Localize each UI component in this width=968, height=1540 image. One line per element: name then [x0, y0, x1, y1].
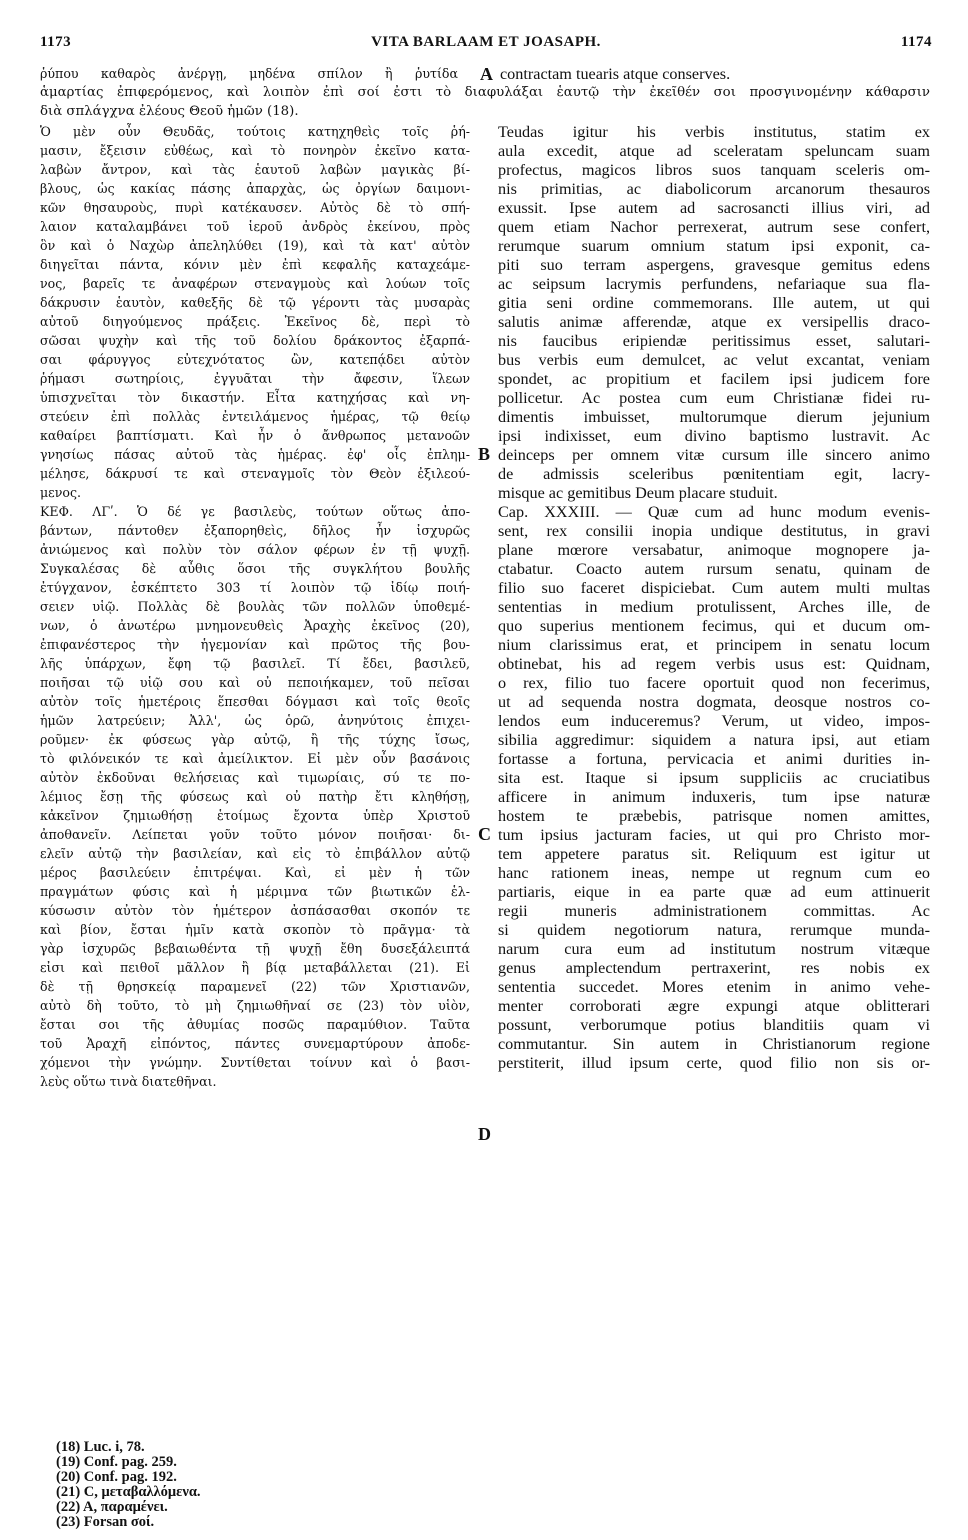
greek-line: ἀνιώμενος καὶ πολὺν τὸν σάλον φέρων ἐν τῇ ψυχῇ. [40, 542, 470, 557]
right-page-number: 1174 [900, 34, 932, 50]
greek-line: λαιον καταλαμβάνει τοῦ ἱεροῦ ἀνδρὸς ἐκείνου, πρὸς [40, 219, 470, 234]
greek-line: αὐτὸν τοῖς ἡμετέροις ἕπεσθαι δόγμασι καὶ τοῖς θεοῖς [40, 694, 470, 709]
latin-line: obtinebat, his ad regem verbis usus est: Quidnam, [498, 655, 930, 673]
latin-line: afficere in animum induxeris, tum ipse naturæ [498, 788, 930, 806]
latin-line: possunt, verborumque potius blanditiis quam vi [498, 1016, 930, 1034]
greek-line: ὃν καὶ ὁ Ναχὼρ ἀπεληλύθει (19), καὶ τὰ κατ' αὐτὸν [40, 238, 470, 253]
latin-line: nis primitias, ac diabolicorum arcanorum thesauros [498, 180, 930, 198]
latin-line: Cap. XXXIII. — Quæ cum ad hunc modum evenis- [498, 503, 930, 521]
greek-line: ἐπιφανέστερος τὴν ἡγεμονίαν καὶ πρῶτος τῆς βου- [40, 637, 470, 652]
latin-line: quem etiam Nachor perrexerat, autrum sese confert, [498, 218, 930, 236]
greek-line: νων, ὁ ἀνωτέρω μνημονευθεὶς Ἀραχὴς ἐκεῖνος (20), [40, 618, 470, 633]
greek-line: ἡμῶν λατρεύειν; Ἀλλ', ὡς ὁρῶ, ἀνηνύτοις ἐπιχει- [40, 713, 470, 728]
greek-line: κἀκεῖνον ζημιωθήσῃ ἑτοίμως ἔχοντα ὑπὲρ Χριστοῦ [40, 808, 470, 823]
section-marker-b: B [478, 444, 491, 464]
greek-line: καὶ βίον, ἔσται ἡμῖν κατὰ σκοπὸν τὸ πρᾶγμα· τὰ [40, 922, 470, 937]
greek-line: δάκρυσιν ἑαυτὸν, καθεξῆς δὲ τῷ γέροντι τὰς μυσαρὰς [40, 295, 470, 310]
greek-line: ἀποθανεῖν. Λείπεται γοῦν τοῦτο μόνον ποιῆσαι· δι- [40, 827, 470, 842]
latin-line: aula excedit, atque ad sceleratam speluncam suam [498, 142, 930, 160]
latin-line: si quidem negotiorum natura, rerumque munda- [498, 921, 930, 939]
latin-line: gitia seni ordine commemorans. Ille autem, ut qui [498, 294, 930, 312]
latin-line: quo superius mentionem fecimus, qui et ducum om- [498, 617, 930, 635]
section-marker-d: D [478, 1124, 491, 1144]
latin-line: profectus, magicos libros suos tanquam sceleris om- [498, 161, 930, 179]
latin-line: commutantur. Sin autem in Christianorum regione [498, 1035, 930, 1053]
latin-line: pollicetur. Ac postea cum eum Christianæ fidei ru- [498, 389, 930, 407]
greek-line: νος, βαρεῖς τε ἀναφέρων στεναγμοὺς καὶ λούων τοῖς [40, 276, 470, 291]
latin-line: partiaris, eique in ea parte quæ ad eum attinuerit [498, 883, 930, 901]
latin-line: ctabatur. Coacto autem rursum senatu, quinam de [498, 560, 930, 578]
greek-line: γνησίως πάσας αὐτοῦ τὰς ἡμέρας. ἐφ' οἷς ἐπλημ- [40, 447, 470, 462]
full-width-line-1: ἁμαρτίας ἐπιφερόμενος, καὶ λοιπὸν ἐπὶ σοί ἐστι τὸ διαφυλάξαι ἑαυτῷ τὴν ἐκεῖθέν σοι προσγινομένην κάθαρσιν [40, 85, 930, 100]
latin-line: fortasse a fortuna, pervicacia et animi durities in- [498, 750, 930, 768]
latin-line: hostem te præbebis, patrisque nomen amittes, [498, 807, 930, 825]
greek-line: μέλησε, δάκρυσί τε καὶ στεναγμοῖς τὸν Θεὸν ἐξιλεού- [40, 466, 470, 481]
latin-line: o rex, filio tuo facere oportuit quod non fecerimus, [498, 674, 930, 692]
latin-line: ac seipsum lacrymis perfundens, nefariaque sua fla- [498, 275, 930, 293]
footnote: (19) Conf. pag. 259. [56, 1454, 177, 1470]
running-title: VITA BARLAAM ET JOASAPH. [371, 34, 601, 50]
latin-line: exussit. Ipse autem ad sacrosancti illius viri, ad [498, 199, 930, 217]
latin-line: sibilia aggredimur: siquidem a natura ipsi, aut etiam [498, 731, 930, 749]
left-page-number: 1173 [40, 34, 72, 50]
greek-line: λαβὼν ἄντρον, καὶ τὰς ἑαυτοῦ λαβὼν μαγικὰς βί- [40, 162, 470, 177]
latin-line: regii muneris administrationem committas. Ac [498, 902, 930, 920]
latin-line: nis faucibus eripiendæ peritissimus esset, salutari- [498, 332, 930, 350]
greek-line: διηγεῖται πάντα, κόνιν μὲν ἐπὶ κεφαλῆς καταχεάμε- [40, 257, 470, 272]
greek-line: τὸ φιλόνεικόν τε καὶ ἀμείλικτον. Εἰ μὲν οὖν βασάνοις [40, 751, 470, 766]
latin-line: piti suo terram aspergens, gravesque gemitus edens [498, 256, 930, 274]
latin-line: hanc rationem ineas, nempe ut regnum cum eo [498, 864, 930, 882]
greek-line: αὐτὸ δὴ τοῦτο, τὸ μὴ ζημιωθῆναί σε (23) τὸν υἱὸν, [40, 998, 470, 1013]
latin-line: deinceps per omnem vitæ cursum ille sincero animo [498, 446, 930, 464]
greek-line: βάντων, πάντοθεν ἐξαπορηθεὶς, δῆλος ἦν ἰσχυρῶς [40, 523, 470, 538]
full-width-line-2: διὰ σπλάγχνα ἐλέους Θεοῦ ἡμῶν (18). [40, 104, 299, 119]
latin-line: menter corroborati ægre expungi atque oblitterari [498, 997, 930, 1015]
greek-line: πραγμάτων φύσις καὶ ἡ μέριμνα τῶν βιωτικῶν ἑλ- [40, 884, 470, 899]
latin-line: spondet, ac propitium et facilem ipsi judicem fore [498, 370, 930, 388]
latin-line: bus verbis eum demulcet, ac velut excantat, veniam [498, 351, 930, 369]
page-header [40, 34, 932, 58]
latin-line: sent, rex consilii inopia undique destitutus, in gravi [498, 522, 930, 540]
footnote: (23) Forsan σοί. [56, 1514, 155, 1530]
greek-line: βλους, ὡς κακίας πάσης ἀπαρχὰς, ὡς ὀργίων δαιμονι- [40, 181, 470, 196]
greek-line: ΚΕΦ. ΛΓʹ. Ὁ δέ γε βασιλεὺς, τούτων οὕτως ἀπο- [40, 504, 470, 519]
latin-line: lendos eum induceremus? Verum, ut video, impos- [498, 712, 930, 730]
greek-line: στεύειν ἐπὶ πολλὰς ἐντειλάμενος ἡμέρας, τῷ θείῳ [40, 409, 470, 424]
latin-line: rerumque suarum omnium statum ipsi exponit, ca- [498, 237, 930, 255]
footnote: (22) A, παραμένει. [56, 1499, 168, 1515]
latin-line: perstiterit, illud ipsum certe, quod filio non sis or- [498, 1054, 930, 1072]
greek-line: ποιῆσαι τῷ υἱῷ σου καὶ οὐ πεποιήκαμεν, τοῦ πεῖσαι [40, 675, 470, 690]
greek-line: αὐτὸν ἐκδοῦναι θελήσειας καὶ τιμωρίαις, σύ τε πο- [40, 770, 470, 785]
latin-line: ipsi indixisset, eum divino baptismo lustravit. Ac [498, 427, 930, 445]
greek-line: Ὁ μὲν οὖν Θευδᾶς, τούτοις κατηχηθεὶς τοῖς ῥή- [40, 124, 470, 139]
greek-line: λέμιος ἔσῃ τῆς φύσεως καὶ οὐ πατὴρ ἔτι κληθήσῃ, [40, 789, 470, 804]
latin-line: Teudas igitur his verbis institutus, statim ex [498, 123, 930, 141]
greek-line: σειεν υἱῷ. Πολλὰς δὲ βουλὰς τῶν πολλῶν ὑποθεμέ- [40, 599, 470, 614]
greek-line: ἐτύγχανον, ἐσκέπτετο 303 τί λοιπὸν τῷ ἰδίῳ ποιή- [40, 580, 470, 595]
latin-line: narum cura eum ad institutum nostrum vitæque [498, 940, 930, 958]
greek-line: ελεῖν αὐτῷ τὴν βασιλείαν, καὶ εἰς τὸ ἐπιβάλλον αὐτῷ [40, 846, 470, 861]
latin-line: de admissis sceleribus pœnitentiam egit, lacry- [498, 465, 930, 483]
latin-line: genus amplectendum pertraxerint, res nobis ex [498, 959, 930, 977]
greek-line: μασιν, ἔξεισιν εὐθέως, καὶ τὸ πονηρὸν ἐκεῖνο κατα- [40, 143, 470, 158]
latin-line: salutis animæ afferendæ, atque ex versipellis draco- [498, 313, 930, 331]
latin-line: sita est. Itaque si ipsum suppliciis ac cruciatibus [498, 769, 930, 787]
latin-line: ut ad sequenda nostra dogmata, deosque nostros co- [498, 693, 930, 711]
latin-line: misque ac gemitibus Deum placare studuit. [498, 484, 778, 502]
latin-line: sententias in medium protulissent, Arches ille, de [498, 598, 930, 616]
latin-line: tem appetere paratus sit. Reliquum est igitur ut [498, 845, 930, 863]
footnotes [56, 1440, 201, 1530]
greek-line: χόμενοι τὴν γνώμην. Συντίθεται τοίνυν καὶ ὁ βασι- [40, 1055, 470, 1070]
greek-line: καθαίρει βαπτίσματι. Καὶ ἦν ὁ ἄνθρωπος μετανοῶν [40, 428, 470, 443]
greek-line: σῶσαι ψυχὴν καὶ τῆς τοῦ δολίου δράκοντος ἐξαρπά- [40, 333, 470, 348]
footnote: (20) Conf. pag. 192. [56, 1469, 177, 1485]
top-latin-line: contractam tuearis atque conserves. [500, 65, 731, 83]
top-greek-line: ῥύπου καθαρὸς ἀνέργῃ, μηδένα σπίλον ἢ ῥυτίδα [40, 66, 458, 81]
latin-line: tum ipsius jacturam facies, ut qui pro Christo mor- [498, 826, 930, 844]
greek-line: εἰσι καὶ πειθοῖ μᾶλλον ἢ βίᾳ μεταβάλλεται (21). Εἰ [40, 960, 470, 975]
greek-line: Συγκαλέσας δὲ αὖθις ὅσοι τῆς συγκλήτου βουλῆς [40, 561, 470, 576]
section-marker-a: A [480, 64, 493, 84]
greek-line: τοῦ Ἀραχῆ εἰπόντος, πάντες συνεμαρτύρουν ἀποδε- [40, 1036, 470, 1051]
greek-line: μέρος βασιλεύειν ἐπιτρέψαι. Καὶ, εἰ μὲν ἡ τῶν [40, 865, 470, 880]
greek-line: ὑπισχνεῖται τὸν δικαστήν. Εἶτα κατηχήσας καὶ νη- [40, 390, 470, 405]
greek-line: γὰρ ἰσχυρῶς βεβαιωθέντα τῇ ψυχῇ ἔθη δυσεξάλειπτά [40, 941, 470, 956]
section-marker-c: C [478, 824, 491, 844]
latin-line: nium clarissimus erat, et principem in senatu locum [498, 636, 930, 654]
greek-line: αὐτοῦ διηγούμενος πράξεις. Ἐκεῖνος δὲ, περὶ τὸ [40, 314, 470, 329]
latin-line: filio suo faceret dispiciebat. Cum autem multi multas [498, 579, 930, 597]
footnote: (18) Luc. i, 78. [56, 1439, 145, 1455]
footnote: (21) C, μεταβαλλόμενα. [56, 1484, 201, 1500]
greek-line: δὲ τῇ θρησκείᾳ παραμενεῖ (22) τῶν Χριστιανῶν, [40, 979, 470, 994]
greek-line: σαι φάρυγγος εὐτεχνότατος ὢν, κατεπᾴδει αὐτὸν [40, 352, 470, 367]
greek-line: ροῦμεν· ἐκ φύσεως γὰρ αὐτῷ, ἢ τῆς τύχης ἴσως, [40, 732, 470, 747]
greek-line: λεὺς οὕτω τινὰ διατεθῆναι. [40, 1074, 217, 1089]
latin-line: plane mœrore versabatur, animoque mognopere ja- [498, 541, 930, 559]
greek-line: ἔσται σοι τῆς ἀθυμίας ποσῶς παραμύθιον. Ταῦτα [40, 1017, 470, 1032]
greek-line: λῆς ὑπάρχων, ἔφη τῷ βασιλεῖ. Τί ἔδει, βασιλεῦ, [40, 656, 470, 671]
greek-line: ῥήμασι σωτηρίοις, ἐγγυᾶται τὴν ἄφεσιν, ἵλεων [40, 371, 470, 386]
greek-line: μενος. [40, 485, 82, 500]
greek-line: κύσωσιν αὐτὸν τὸν ἡμέτερον ἀσπάσασθαι σκοπόν τε [40, 903, 470, 918]
greek-line: κῶν θησαυροὺς, πυρὶ κατέκαυσεν. Αὐτὸς δὲ τὸ σπή- [40, 200, 470, 215]
latin-line: sententia succedet. Mores etenim in animo vehe- [498, 978, 930, 996]
latin-line: dimentis imbuisset, multorumque dierum jejunium [498, 408, 930, 426]
